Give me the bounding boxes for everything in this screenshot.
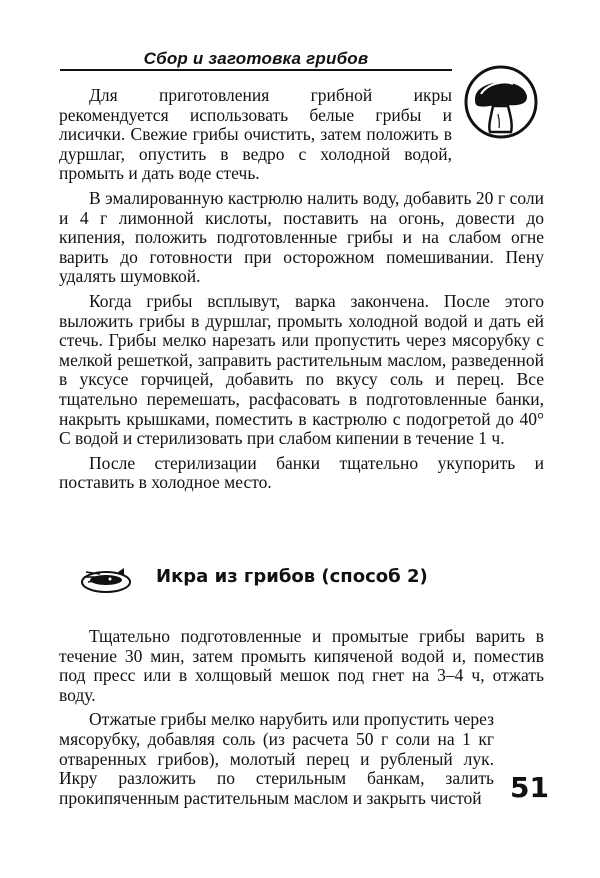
- running-title: Сбор и заготовка грибов: [143, 49, 369, 68]
- fish-plate-icon: [80, 560, 132, 594]
- paragraph: Тщательно подготовленные и промытые грибы варить в течение 30 мин, затем промыть кипяченой водой и, поместив под пресс или в холщовый мешок под гнет на 3–4 ч, отжать воду.: [59, 626, 544, 705]
- paragraph: Отжатые грибы мелко нарубить или пропустить через мясорубку, добавляя соль (из расчета 50 г соли на 1 кг отваренных грибов), молотый перец и рубленый лук. Икру разложить по стерильным банкам, залить прокипяченным растительным маслом и закрыть чистой: [59, 709, 494, 808]
- paragraph: В эмалированную кастрюлю налить воду, добавить 20 г соли и 4 г лимонной кислоты, поставить на огонь, довести до кипения, положить подготовленные грибы и на слабом огне варить до готовности при осторожном помешивании. Пену удалять шумовкой.: [59, 187, 544, 287]
- section-heading: [80, 560, 540, 594]
- section-2-text: [59, 627, 544, 813]
- page-header: [60, 47, 452, 71]
- paragraph: Когда грибы всплывут, варка закончена. После этого выложить грибы в дуршлаг, промыть холодной водой и дать ей стечь. Грибы мелко нарезать или пропустить через мясорубку с мелкой решеткой, заправить растительным маслом, разведенной в уксусе горчицей, добавить по вкусу соль и перец. Все тщательно перемешать, расфасовать в подготовленные банки, накрыть крышками, поместить в кастрюлю с подогретой до 40° С водой и стерилизовать при слабом кипении в течение 1 ч.: [59, 290, 544, 449]
- section-title: Икра из грибов (способ 2): [156, 566, 428, 587]
- paragraph: После стерилизации банки тщательно укупорить и поставить в холодное место.: [59, 452, 544, 493]
- section-1-text: [59, 86, 544, 498]
- paragraph: Для приготовления грибной икры рекомендуется использовать белые грибы и лисички. Свежие грибы очистить, затем положить в дуршлаг, опустить в ведро с холодной водой, промыть и дать воде стечь.: [59, 85, 452, 184]
- page-number: 51: [510, 771, 549, 804]
